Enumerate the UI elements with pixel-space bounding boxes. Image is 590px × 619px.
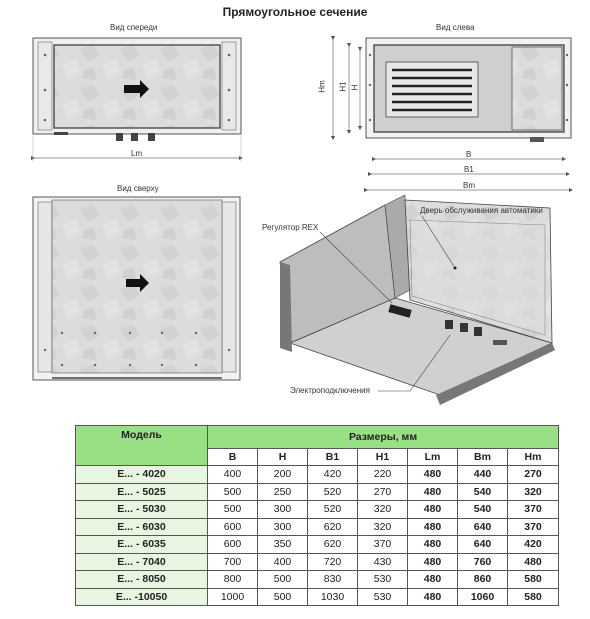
front-view-caption: Вид спереди xyxy=(110,23,158,32)
value-cell: 540 xyxy=(458,501,508,519)
col-header: Bm xyxy=(458,448,508,465)
model-cell: E... - 6035 xyxy=(76,536,208,554)
value-cell: 1000 xyxy=(208,588,258,606)
callout-electrical: Электроподключения xyxy=(290,386,370,395)
table-row xyxy=(76,501,559,519)
value-cell: 480 xyxy=(408,571,458,589)
specs-table xyxy=(75,425,559,606)
dim-b: B xyxy=(466,150,472,159)
model-cell: E... - 4020 xyxy=(76,466,208,484)
value-cell: 370 xyxy=(358,536,408,554)
col-header: H xyxy=(258,448,308,465)
page-title: Прямоугольное сечение xyxy=(222,5,368,19)
col-header: Lm xyxy=(408,448,458,465)
value-cell: 520 xyxy=(308,483,358,501)
value-cell: 420 xyxy=(508,536,559,554)
value-cell: 530 xyxy=(358,571,408,589)
value-cell: 500 xyxy=(208,501,258,519)
value-cell: 600 xyxy=(208,536,258,554)
table-row xyxy=(76,588,559,606)
value-cell: 270 xyxy=(508,466,559,484)
dim-h: H xyxy=(350,84,360,91)
col-header: Hm xyxy=(508,448,559,465)
model-cell: E... -10050 xyxy=(76,588,208,606)
value-cell: 420 xyxy=(308,466,358,484)
value-cell: 320 xyxy=(358,518,408,536)
value-cell: 640 xyxy=(458,518,508,536)
value-cell: 220 xyxy=(358,466,408,484)
value-cell: 1060 xyxy=(458,588,508,606)
value-cell: 800 xyxy=(208,571,258,589)
col-header: B xyxy=(208,448,258,465)
table-row xyxy=(76,483,559,501)
value-cell: 440 xyxy=(458,466,508,484)
value-cell: 480 xyxy=(408,553,458,571)
value-cell: 430 xyxy=(358,553,408,571)
value-cell: 760 xyxy=(458,553,508,571)
table-row xyxy=(76,518,559,536)
value-cell: 580 xyxy=(508,571,559,589)
value-cell: 580 xyxy=(508,588,559,606)
value-cell: 620 xyxy=(308,536,358,554)
value-cell: 530 xyxy=(358,588,408,606)
value-cell: 600 xyxy=(208,518,258,536)
dim-b1: B1 xyxy=(464,165,474,174)
callout-regulator: Регулятор REX xyxy=(262,223,319,232)
front-view xyxy=(33,38,241,162)
value-cell: 400 xyxy=(208,466,258,484)
value-cell: 620 xyxy=(308,518,358,536)
left-view-caption: Вид слева xyxy=(436,23,475,32)
value-cell: 1030 xyxy=(308,588,358,606)
value-cell: 700 xyxy=(208,553,258,571)
dim-hm: Hm xyxy=(317,80,327,93)
dim-h1: H1 xyxy=(338,81,348,92)
value-cell: 370 xyxy=(508,501,559,519)
value-cell: 480 xyxy=(508,553,559,571)
value-cell: 300 xyxy=(258,501,308,519)
table-row xyxy=(76,571,559,589)
dim-bm: Bm xyxy=(463,181,475,190)
top-view-caption: Вид сверху xyxy=(117,184,159,193)
value-cell: 860 xyxy=(458,571,508,589)
model-cell: E... - 5030 xyxy=(76,501,208,519)
dims-header: Размеры, мм xyxy=(208,426,559,449)
value-cell: 480 xyxy=(408,536,458,554)
left-view xyxy=(333,38,571,190)
value-cell: 480 xyxy=(408,588,458,606)
top-view xyxy=(33,197,240,380)
value-cell: 480 xyxy=(408,466,458,484)
value-cell: 370 xyxy=(508,518,559,536)
model-cell: E... - 6030 xyxy=(76,518,208,536)
isometric-view xyxy=(280,195,555,405)
table-row xyxy=(76,553,559,571)
model-cell: E... - 8050 xyxy=(76,571,208,589)
cable-glands xyxy=(116,133,155,141)
value-cell: 400 xyxy=(258,553,308,571)
value-cell: 350 xyxy=(258,536,308,554)
value-cell: 500 xyxy=(208,483,258,501)
model-cell: E... - 5025 xyxy=(76,483,208,501)
dim-lm: Lm xyxy=(131,149,143,158)
value-cell: 250 xyxy=(258,483,308,501)
value-cell: 200 xyxy=(258,466,308,484)
value-cell: 320 xyxy=(358,501,408,519)
value-cell: 500 xyxy=(258,571,308,589)
model-header: Модель xyxy=(76,426,208,466)
value-cell: 520 xyxy=(308,501,358,519)
callout-door: Дверь обслуживания автоматики xyxy=(420,206,543,215)
col-header: B1 xyxy=(308,448,358,465)
value-cell: 830 xyxy=(308,571,358,589)
table-row xyxy=(76,466,559,484)
value-cell: 640 xyxy=(458,536,508,554)
value-cell: 320 xyxy=(508,483,559,501)
value-cell: 270 xyxy=(358,483,408,501)
value-cell: 480 xyxy=(408,501,458,519)
value-cell: 480 xyxy=(408,518,458,536)
col-header: H1 xyxy=(358,448,408,465)
value-cell: 540 xyxy=(458,483,508,501)
value-cell: 480 xyxy=(408,483,458,501)
table-row xyxy=(76,536,559,554)
value-cell: 300 xyxy=(258,518,308,536)
value-cell: 720 xyxy=(308,553,358,571)
value-cell: 500 xyxy=(258,588,308,606)
model-cell: E... - 7040 xyxy=(76,553,208,571)
